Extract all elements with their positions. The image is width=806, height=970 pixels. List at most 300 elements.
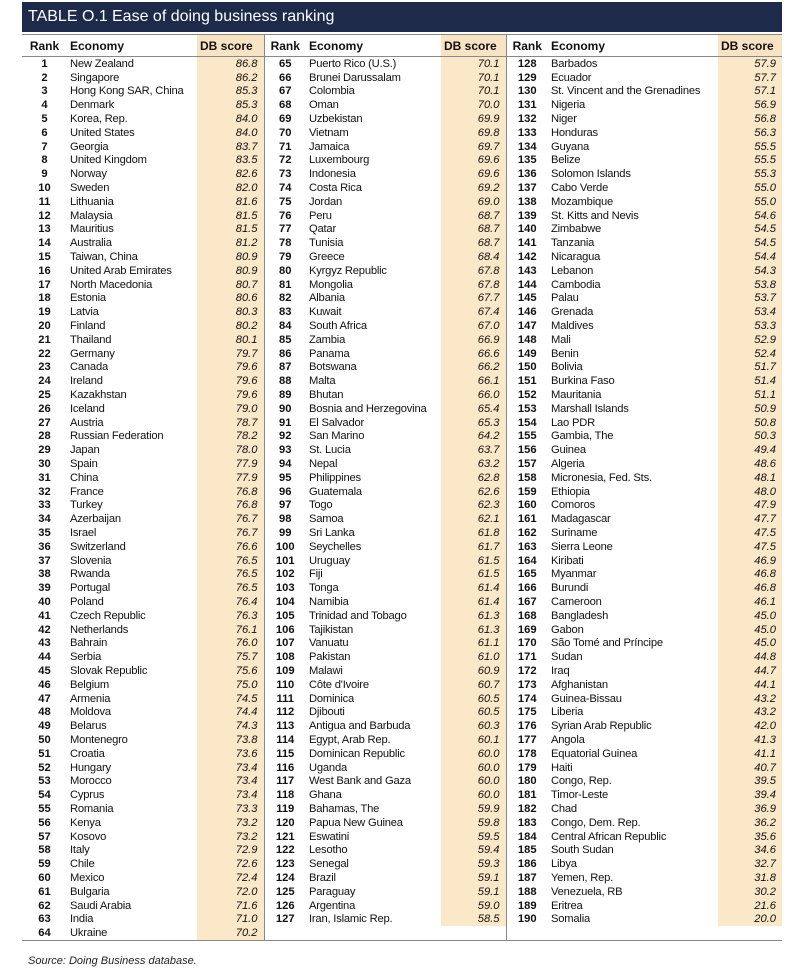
score-cell: 69.8 [441, 126, 506, 140]
score-cell: 72.4 [197, 871, 264, 885]
score-cell: 57.9 [718, 57, 782, 71]
source-note: Source: Doing Business database. [28, 955, 197, 967]
rank-cell: 28 [38, 430, 51, 443]
economy-cell: Tonga [309, 582, 339, 595]
score-cell: 46.9 [718, 554, 782, 568]
economy-cell: Cabo Verde [551, 182, 609, 195]
rank-cell: 151 [517, 375, 537, 388]
economy-cell: Guyana [551, 140, 589, 153]
score-cell: 82.0 [197, 181, 264, 195]
rank-cell: 141 [517, 237, 537, 250]
score-cell: 79.6 [197, 388, 264, 402]
economy-cell: Lebanon [551, 264, 594, 277]
rank-cell: 142 [517, 251, 537, 264]
economy-cell: Lesotho [309, 844, 348, 857]
economy-cell: Papua New Guinea [309, 816, 403, 829]
economy-cell: Brazil [309, 871, 336, 884]
rank-cell: 109 [275, 664, 295, 677]
rank-cell: 123 [275, 858, 295, 871]
economy-cell: Peru [309, 209, 332, 222]
rank-cell: 85 [279, 333, 292, 346]
economy-cell: Canada [70, 361, 108, 374]
economy-cell: Congo, Dem. Rep. [551, 816, 641, 829]
score-cell: 79.0 [197, 402, 264, 416]
rank-cell: 80 [279, 264, 292, 277]
economy-cell: Bahrain [70, 637, 108, 650]
economy-cell: Poland [70, 595, 104, 608]
economy-cell: Djibouti [309, 706, 345, 719]
table-row [22, 236, 782, 250]
rank-cell: 126 [275, 899, 295, 912]
rank-cell: 66 [279, 71, 292, 84]
economy-cell: São Tomé and Príncipe [551, 637, 663, 650]
score-cell: 85.3 [197, 85, 264, 99]
rank-cell: 19 [38, 306, 51, 319]
rank-cell: 187 [517, 871, 537, 884]
score-cell: 50.8 [718, 416, 782, 430]
table-title: Ease of doing business ranking [112, 8, 335, 25]
rank-cell: 180 [517, 775, 537, 788]
economy-cell: Solomon Islands [551, 168, 631, 181]
rank-cell: 30 [38, 458, 51, 470]
economy-cell: Argentina [309, 899, 356, 912]
table-row [22, 292, 782, 306]
rank-cell: 97 [279, 499, 292, 512]
score-cell: 62.8 [441, 471, 506, 485]
economy-cell: Senegal [309, 858, 349, 871]
score-cell: 80.3 [197, 305, 264, 319]
table-row [22, 195, 782, 209]
rank-cell: 53 [38, 775, 51, 788]
rank-cell: 50 [38, 733, 51, 746]
score-cell: 69.6 [441, 167, 506, 181]
economy-cell: Slovenia [70, 554, 112, 567]
score-cell: 56.3 [718, 126, 782, 140]
table-row [22, 209, 782, 223]
economy-cell: Honduras [551, 126, 598, 139]
score-cell: 80.1 [197, 333, 264, 347]
economy-cell: Czech Republic [70, 609, 146, 622]
rank-cell: 54 [38, 789, 51, 802]
rank-cell: 39 [38, 582, 51, 595]
table-row [22, 98, 782, 112]
economy-cell: Seychelles [309, 540, 362, 553]
score-cell: 62.3 [441, 499, 506, 513]
rank-cell: 113 [276, 720, 295, 733]
score-cell [441, 926, 506, 940]
economy-cell: Kenya [70, 816, 101, 829]
rank-cell: 37 [38, 554, 51, 567]
rank-cell: 132 [517, 113, 537, 126]
economy-cell: Jordan [309, 195, 343, 208]
economy-cell: Benin [551, 347, 579, 360]
economy-cell: San Marino [309, 430, 365, 443]
rank-cell: 100 [275, 540, 295, 553]
score-cell: 66.1 [441, 374, 506, 388]
score-cell: 73.4 [197, 788, 264, 802]
score-cell: 58.5 [441, 912, 506, 926]
table-row [22, 499, 782, 513]
rank-cell: 111 [276, 692, 294, 705]
score-cell: 79.6 [197, 374, 264, 388]
rank-cell: 3 [41, 85, 48, 98]
economy-cell: Austria [70, 416, 104, 429]
economy-cell: Kuwait [309, 306, 342, 319]
economy-cell: Kyrgyz Republic [309, 264, 387, 277]
rank-cell: 49 [38, 720, 51, 733]
economy-cell: Bahamas, The [309, 802, 380, 815]
economy-cell: Qatar [309, 223, 336, 236]
score-cell: 60.3 [441, 719, 506, 733]
score-cell: 70.1 [441, 71, 506, 85]
rank-cell: 62 [38, 899, 51, 912]
table-body [22, 57, 782, 941]
economy-cell: Eswatini [309, 830, 350, 843]
economy-cell: Ukraine [67, 926, 197, 940]
score-cell: 60.7 [441, 678, 506, 692]
score-cell: 20.0 [718, 912, 782, 926]
rank-cell: 24 [38, 375, 51, 388]
rank-cell: 21 [38, 333, 51, 346]
economy-cell: Niger [551, 113, 577, 126]
table-row [22, 112, 782, 126]
score-cell: 68.7 [441, 223, 506, 237]
score-cell: 47.5 [718, 540, 782, 554]
rank-cell: 44 [38, 651, 51, 664]
score-cell: 61.4 [441, 595, 506, 609]
score-cell: 74.4 [197, 705, 264, 719]
economy-cell: Fiji [309, 568, 323, 581]
rank-cell: 72 [279, 154, 292, 167]
score-cell: 80.9 [197, 264, 264, 278]
score-cell: 68.7 [441, 209, 506, 223]
score-cell: 69.7 [441, 140, 506, 154]
score-cell: 61.3 [441, 609, 506, 623]
economy-cell: Trinidad and Tobago [309, 609, 407, 622]
score-cell: 51.4 [718, 374, 782, 388]
table-row [22, 678, 782, 692]
score-cell: 76.4 [197, 595, 264, 609]
score-cell: 86.2 [197, 71, 264, 85]
score-cell: 59.8 [441, 816, 506, 830]
score-cell: 55.5 [718, 154, 782, 168]
rank-cell: 170 [517, 637, 537, 650]
rank-cell: 172 [517, 664, 537, 677]
score-cell: 69.2 [441, 181, 506, 195]
economy-cell: Malawi [309, 664, 343, 677]
economy-cell: Latvia [70, 306, 99, 319]
score-cell: 76.8 [197, 485, 264, 499]
score-cell: 47.5 [718, 526, 782, 540]
economy-cell: Malta [309, 375, 336, 388]
economy-cell: Bhutan [309, 389, 344, 402]
rank-cell: 1 [41, 57, 48, 70]
economy-cell: Kiribati [551, 554, 584, 567]
rank-cell: 178 [517, 747, 537, 760]
score-cell: 41.3 [718, 733, 782, 747]
economy-cell: Hong Kong SAR, China [70, 85, 184, 98]
table-row [22, 512, 782, 526]
table-row [22, 140, 782, 154]
score-cell: 51.1 [718, 388, 782, 402]
economy-cell: Sierra Leone [551, 540, 613, 553]
rank-cell: 101 [275, 554, 295, 567]
rank-cell [264, 926, 306, 940]
score-cell: 51.7 [718, 361, 782, 375]
rank-cell: 56 [38, 816, 51, 829]
economy-cell: Paraguay [309, 885, 356, 898]
economy-cell: Albania [309, 292, 345, 305]
economy-cell: Burkina Faso [551, 375, 615, 388]
economy-cell: Pakistan [309, 651, 351, 664]
score-cell: 60.5 [441, 692, 506, 706]
rank-cell: 154 [517, 416, 537, 429]
score-cell: 63.7 [441, 443, 506, 457]
rank-cell: 81 [279, 278, 292, 291]
economy-cell: Haiti [551, 761, 573, 774]
rank-cell: 68 [279, 99, 292, 112]
rank-cell: 13 [38, 223, 51, 236]
table-row [22, 581, 782, 595]
score-cell: 40.7 [718, 761, 782, 775]
header-economy: Economy [67, 35, 197, 57]
economy-cell: Eritrea [551, 899, 583, 912]
score-cell: 84.0 [197, 112, 264, 126]
score-cell: 60.0 [441, 774, 506, 788]
rank-cell: 166 [517, 582, 537, 595]
rank-cell: 64 [22, 926, 67, 940]
score-cell: 48.0 [718, 485, 782, 499]
economy-cell: Nigeria [551, 99, 586, 112]
rank-cell: 186 [517, 858, 537, 871]
score-cell: 78.2 [197, 430, 264, 444]
rank-cell: 163 [517, 540, 537, 553]
economy-cell: Netherlands [70, 623, 129, 636]
economy-cell: Marshall Islands [551, 402, 629, 415]
rank-cell: 22 [38, 347, 51, 360]
score-cell: 62.6 [441, 485, 506, 499]
rank-cell: 25 [38, 389, 51, 402]
economy-cell: Azerbaijan [70, 513, 121, 526]
score-cell: 43.2 [718, 705, 782, 719]
economy-cell: Nepal [309, 458, 338, 470]
rank-cell: 4 [41, 99, 48, 112]
economy-cell: Iceland [70, 402, 105, 415]
score-cell: 67.7 [441, 292, 506, 306]
score-cell: 60.0 [441, 747, 506, 761]
economy-cell: Denmark [70, 99, 114, 112]
economy-cell: Timor-Leste [551, 789, 609, 802]
economy-cell: Central African Republic [551, 830, 667, 843]
economy-cell: Greece [309, 251, 345, 264]
rank-cell: 168 [517, 609, 537, 622]
rank-cell: 167 [517, 595, 537, 608]
score-cell: 55.5 [718, 140, 782, 154]
rank-cell: 152 [517, 389, 537, 402]
economy-cell: Estonia [70, 292, 106, 305]
rank-cell: 92 [279, 430, 292, 443]
table-row [22, 664, 782, 678]
rank-cell: 156 [517, 444, 537, 457]
table-row [22, 788, 782, 802]
economy-cell: Libya [551, 858, 577, 871]
rank-cell: 162 [517, 526, 537, 539]
score-cell: 76.6 [197, 540, 264, 554]
score-cell: 85.3 [197, 98, 264, 112]
rank-cell: 5 [41, 113, 48, 126]
rank-cell: 99 [279, 526, 292, 539]
score-cell: 60.5 [441, 705, 506, 719]
economy-cell: South Sudan [551, 844, 614, 857]
header-score: DB score [441, 35, 506, 57]
score-cell: 86.8 [197, 57, 264, 71]
economy-cell: Malaysia [70, 209, 113, 222]
score-cell: 73.8 [197, 733, 264, 747]
score-cell: 53.7 [718, 292, 782, 306]
score-cell: 80.2 [197, 319, 264, 333]
score-cell: 21.6 [718, 899, 782, 913]
score-cell: 59.0 [441, 899, 506, 913]
score-cell: 73.2 [197, 830, 264, 844]
economy-cell: Micronesia, Fed. Sts. [551, 471, 652, 484]
score-cell: 69.9 [441, 112, 506, 126]
score-cell: 55.0 [718, 195, 782, 209]
rank-cell: 179 [517, 761, 537, 774]
score-cell: 53.4 [718, 305, 782, 319]
score-cell: 62.1 [441, 512, 506, 526]
table-row [22, 912, 782, 926]
rank-cell: 161 [517, 513, 537, 526]
score-cell: 59.1 [441, 871, 506, 885]
score-cell: 39.4 [718, 788, 782, 802]
rank-cell: 78 [279, 237, 292, 250]
rank-cell: 102 [275, 568, 295, 581]
table-row [22, 595, 782, 609]
rank-cell: 125 [275, 885, 295, 898]
economy-cell: Puerto Rico (U.S.) [309, 57, 397, 70]
table-row [22, 692, 782, 706]
rank-cell: 148 [517, 333, 537, 346]
economy-cell: Tanzania [551, 237, 595, 250]
economy-cell: Taiwan, China [70, 251, 138, 264]
score-cell: 44.7 [718, 664, 782, 678]
score-cell: 66.2 [441, 361, 506, 375]
economy-cell: Italy [70, 844, 90, 857]
score-cell: 79.6 [197, 361, 264, 375]
score-cell: 81.6 [197, 195, 264, 209]
score-cell: 45.0 [718, 623, 782, 637]
table-row [22, 774, 782, 788]
rank-cell: 73 [279, 168, 292, 181]
score-cell: 59.3 [441, 857, 506, 871]
rank-cell: 171 [517, 651, 537, 664]
economy-cell: Ethiopia [551, 485, 590, 498]
economy-cell: Colombia [309, 85, 355, 98]
economy-cell: New Zealand [70, 57, 134, 70]
score-cell: 60.0 [441, 761, 506, 775]
rank-cell: 46 [38, 678, 51, 691]
score-cell: 32.7 [718, 857, 782, 871]
rank-cell: 184 [517, 830, 537, 843]
rank-cell: 103 [275, 582, 295, 595]
economy-cell: Panama [309, 347, 350, 360]
table-row [22, 857, 782, 871]
score-cell: 65.4 [441, 402, 506, 416]
economy-cell: Mongolia [309, 278, 353, 291]
score-cell: 67.4 [441, 305, 506, 319]
table-row [22, 57, 782, 71]
table-row [22, 250, 782, 264]
rank-cell: 71 [279, 140, 292, 153]
rank-cell: 153 [517, 402, 537, 415]
economy-cell: Uganda [309, 761, 347, 774]
score-cell: 46.1 [718, 595, 782, 609]
economy-cell: Australia [70, 237, 112, 250]
table-row [22, 223, 782, 237]
score-cell: 72.9 [197, 843, 264, 857]
economy-cell: Lao PDR [551, 416, 595, 429]
score-cell: 70.1 [441, 57, 506, 71]
economy-cell: Sri Lanka [309, 526, 355, 539]
economy-cell: United Kingdom [70, 154, 147, 167]
rank-cell: 65 [279, 57, 292, 70]
economy-cell: Mexico [70, 871, 105, 884]
rank-cell: 90 [279, 402, 292, 415]
economy-cell: Angola [551, 733, 585, 746]
economy-cell: Guinea [551, 444, 586, 457]
economy-cell: Lithuania [70, 195, 114, 208]
economy-cell: Equatorial Guinea [551, 747, 638, 760]
economy-cell: France [70, 485, 104, 498]
score-cell: 84.0 [197, 126, 264, 140]
economy-cell: Norway [70, 168, 107, 181]
table-row [22, 416, 782, 430]
economy-cell: Slovak Republic [70, 664, 148, 677]
rank-cell: 112 [276, 706, 295, 719]
rank-cell: 41 [38, 609, 51, 622]
rank-cell: 122 [275, 844, 295, 857]
rank-cell: 181 [517, 789, 537, 802]
economy-cell: Liberia [551, 706, 584, 719]
score-cell: 42.0 [718, 719, 782, 733]
economy-cell: Romania [70, 802, 114, 815]
rank-cell: 165 [517, 568, 537, 581]
score-cell: 77.9 [197, 471, 264, 485]
economy-cell: Mauritania [551, 389, 602, 402]
score-cell: 53.8 [718, 278, 782, 292]
rank-cell: 17 [38, 278, 51, 291]
rank-cell: 79 [279, 251, 292, 264]
rank-cell: 87 [279, 361, 292, 374]
economy-cell: Georgia [70, 140, 109, 153]
table-row [22, 167, 782, 181]
score-cell: 36.2 [718, 816, 782, 830]
rank-cell: 34 [38, 513, 51, 526]
table-row [22, 747, 782, 761]
score-cell: 47.7 [718, 512, 782, 526]
economy-cell: St. Kitts and Nevis [551, 209, 639, 222]
score-cell: 46.8 [718, 581, 782, 595]
header-row [22, 35, 782, 57]
score-cell: 48.6 [718, 457, 782, 471]
rank-cell: 160 [517, 499, 537, 512]
table-row [22, 333, 782, 347]
economy-cell: Switzerland [70, 540, 126, 553]
table-row [22, 526, 782, 540]
rank-cell: 43 [38, 637, 51, 650]
economy-cell: St. Vincent and the Grenadines [551, 85, 701, 98]
economy-cell: Bulgaria [70, 885, 110, 898]
